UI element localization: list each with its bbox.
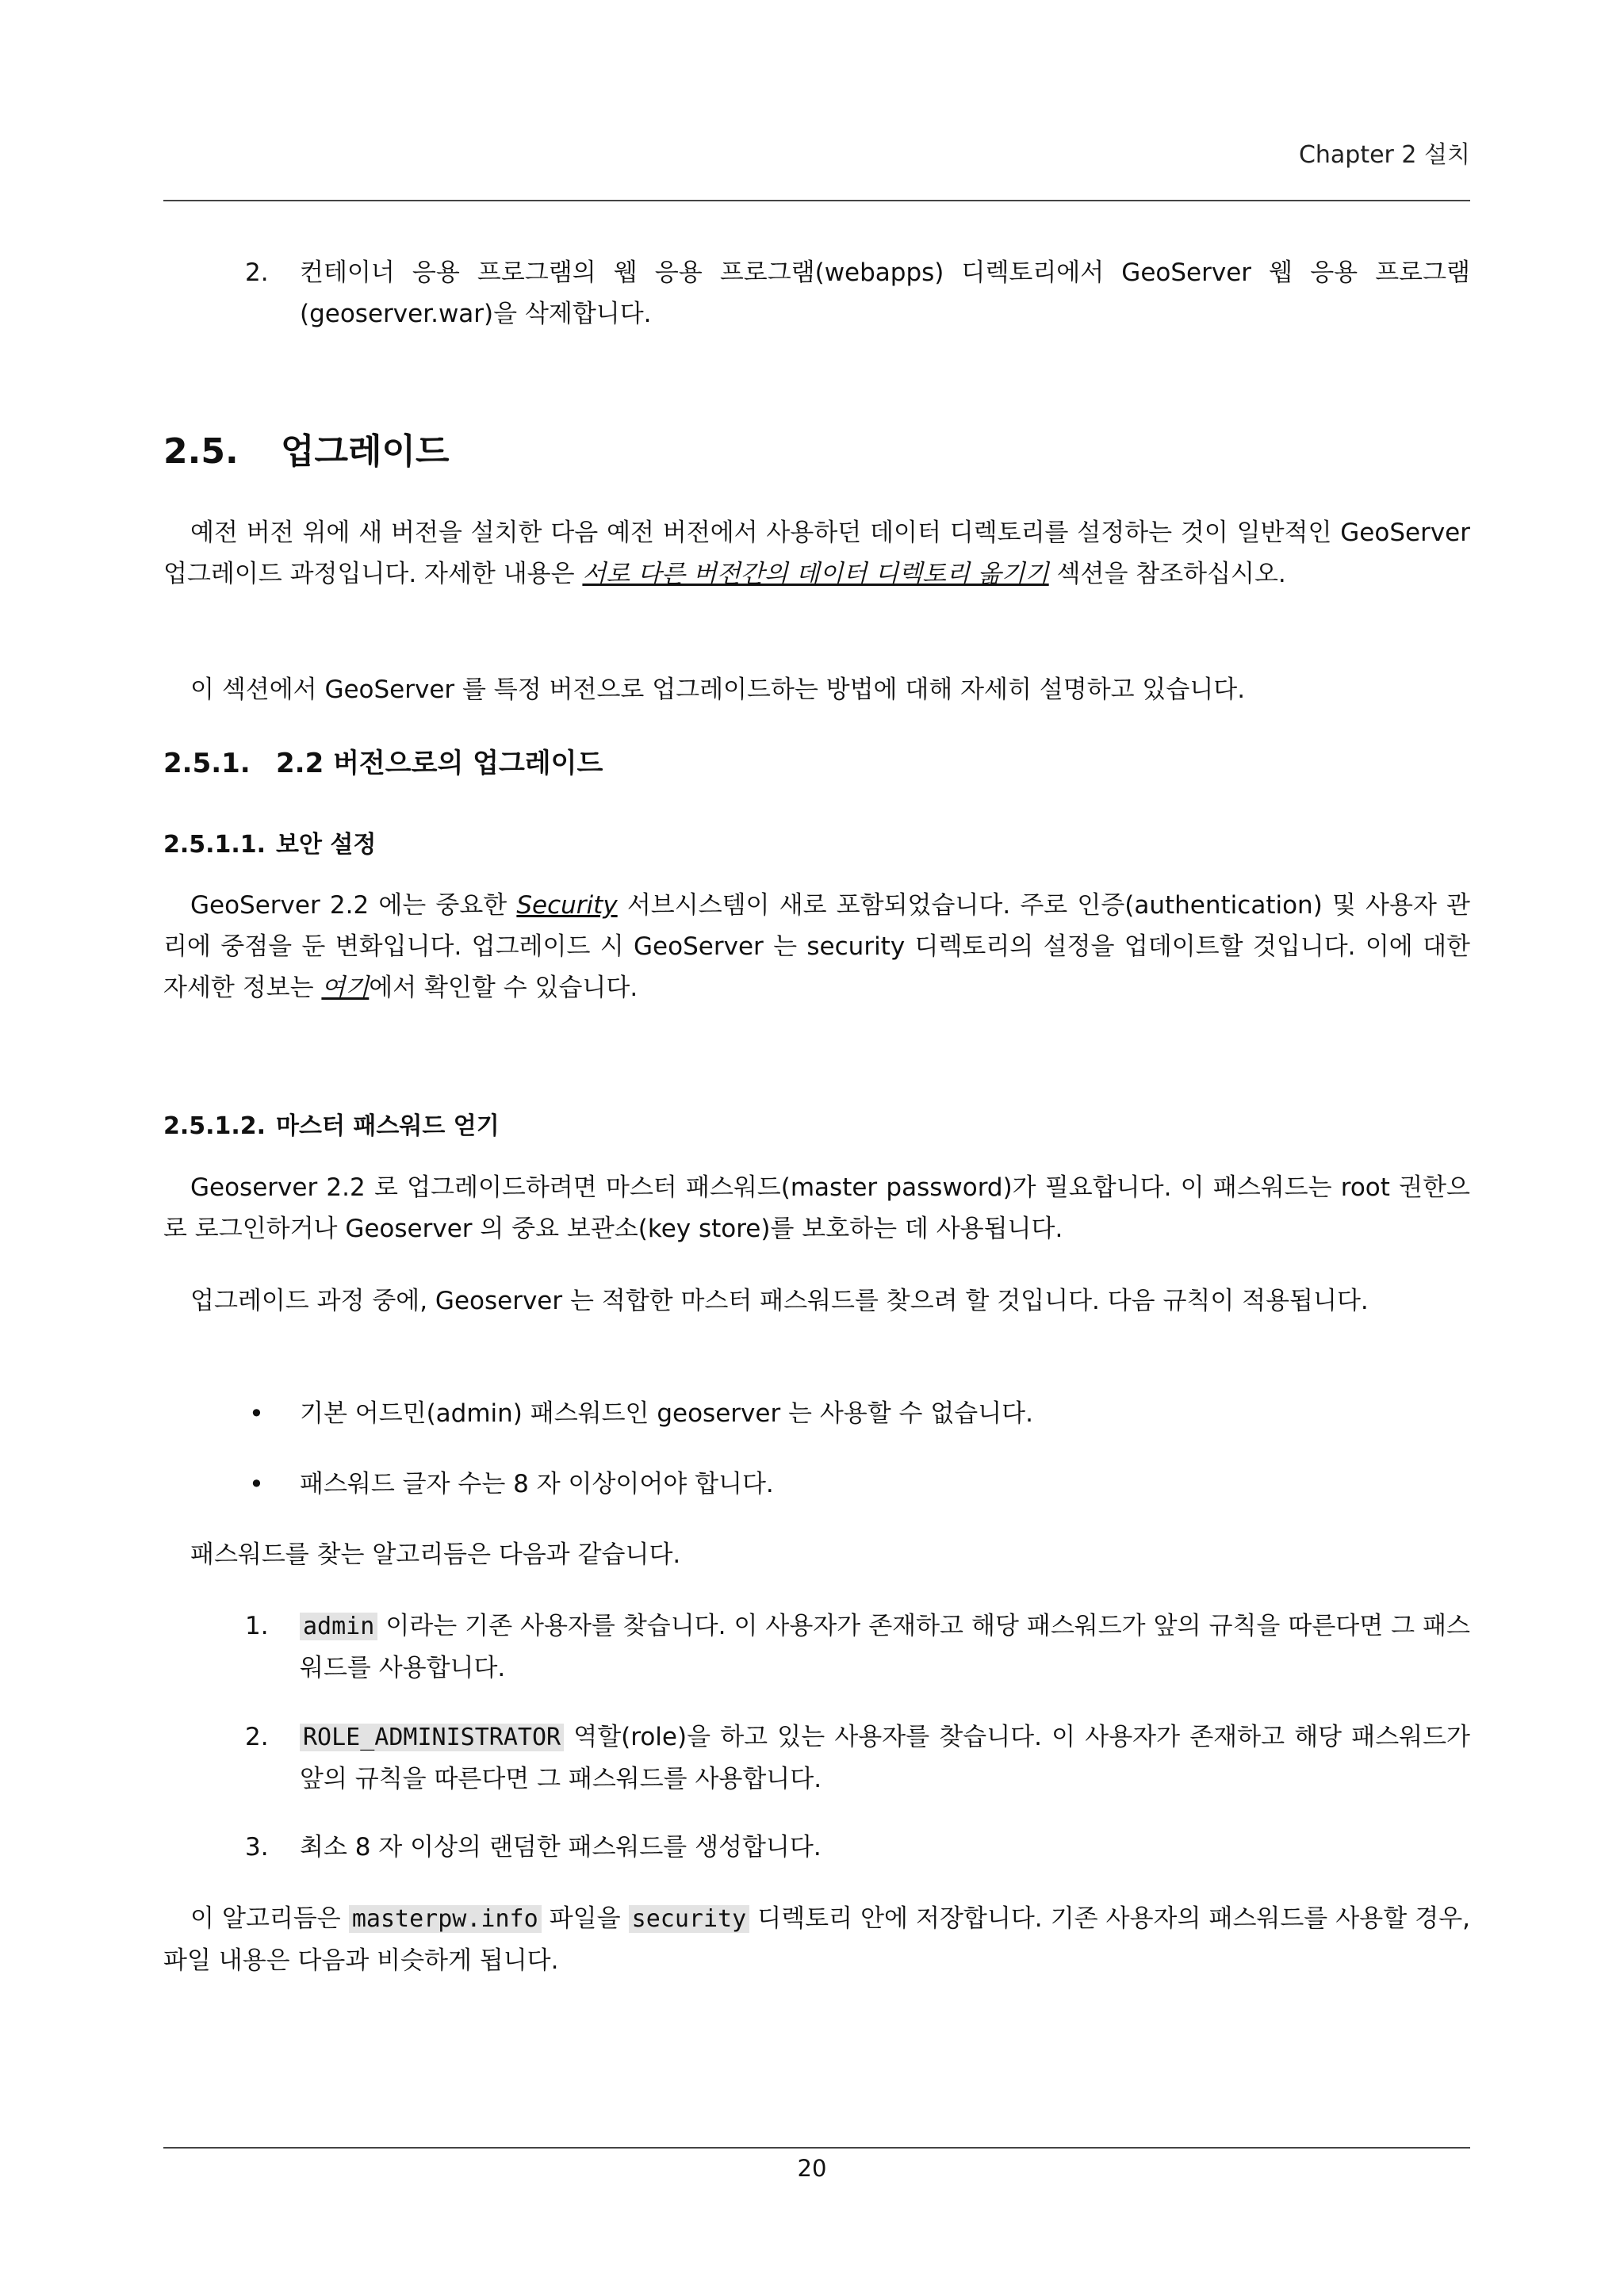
closing-paragraph bbox=[163, 1898, 1470, 1981]
list-marker: 1. bbox=[245, 1612, 269, 1640]
list-marker: 2. bbox=[245, 1723, 269, 1751]
paragraph-text: 파일을 bbox=[541, 1904, 629, 1933]
step-description: 역할(role)을 하고 있는 사용자를 찾습니다. 이 사용자가 존재하고 해당 패스워드가 앞의 규칙을 따른다면 그 패스워드를 사용합니다. bbox=[300, 1723, 1470, 1793]
paragraph-text: 서브시스템이 새로 포함되었습니다. 주로 인증(authentication) 및 사용자 관리에 중점을 둔 변화입니다. 업그레이드 시 GeoServer 는 security 디렉토리의 설정을 업데이트할 것입니다. 이에 대한 자세한 정보는 bbox=[163, 891, 1470, 1002]
algorithm-step bbox=[163, 1605, 1470, 1689]
paragraph-text: 패스워드를 찾는 알고리듬은 다음과 같습니다. bbox=[190, 1540, 681, 1569]
heading-number: 2.5.1.1. bbox=[163, 831, 266, 859]
footer-rule bbox=[163, 2147, 1470, 2149]
master-password-paragraph-2 bbox=[163, 1280, 1470, 1322]
heading-title: 마스터 패스워드 얻기 bbox=[276, 1112, 500, 1140]
header-rule bbox=[163, 200, 1470, 201]
paragraph-text: GeoServer 2.2 에는 중요한 bbox=[190, 891, 517, 920]
here-link[interactable]: 여기 bbox=[321, 974, 370, 1002]
step-description: 이라는 기존 사용자를 찾습니다. 이 사용자가 존재하고 해당 패스워드가 앞의 규칙을 따른다면 그 패스워드를 사용합니다. bbox=[300, 1612, 1470, 1682]
paragraph-text: 디렉토리 안에 저장합니다. 기존 사용자의 패스워드를 사용할 경우, 파일 내용은 다음과 비슷하게 됩니다. bbox=[163, 1904, 1470, 1975]
security-link[interactable]: Security bbox=[516, 891, 618, 920]
bullet-icon: • bbox=[249, 1399, 264, 1429]
master-password-heading bbox=[163, 1106, 500, 1141]
paragraph-text: 업그레이드 과정 중에, Geoserver 는 적합한 마스터 패스워드를 찾으려 할 것입니다. 다음 규칙이 적용됩니다. bbox=[190, 1287, 1369, 1315]
intro-text-end: 섹션을 참조하십시오. bbox=[1048, 560, 1286, 588]
algorithm-step bbox=[163, 1716, 1470, 1800]
data-directory-migration-link[interactable]: 서로 다른 버전간의 데이터 디렉토리 옮기기 bbox=[582, 560, 1049, 588]
heading-title: 보안 설정 bbox=[276, 831, 377, 859]
list-item bbox=[163, 252, 1470, 335]
rule-bullet-item bbox=[163, 1464, 1470, 1505]
rule-text: 패스워드 글자 수는 8 자 이상이어야 합니다. bbox=[300, 1470, 774, 1498]
step-text bbox=[300, 1716, 1470, 1800]
running-header: Chapter 2 설치 bbox=[1298, 141, 1470, 169]
paragraph-text: 에서 확인할 수 있습니다. bbox=[369, 974, 638, 1002]
subsection-title: 2.2 버전으로의 업그레이드 bbox=[276, 748, 603, 779]
code-role-administrator: ROLE_ADMINISTRATOR bbox=[300, 1724, 564, 1751]
section-intro bbox=[163, 512, 1470, 595]
algorithm-step bbox=[163, 1827, 1470, 1868]
security-settings-paragraph bbox=[163, 885, 1470, 1008]
summary-text: 이 섹션에서 GeoServer 를 특정 버전으로 업그레이드하는 방법에 대해 자세히 설명하고 있습니다. bbox=[190, 675, 1246, 704]
list-marker: 2. bbox=[245, 258, 269, 287]
rule-text: 기본 어드민(admin) 패스워드인 geoserver 는 사용할 수 없습니다. bbox=[300, 1399, 1033, 1428]
step-text bbox=[300, 1605, 1470, 1689]
subsection-number: 2.5.1. bbox=[163, 748, 251, 779]
master-password-paragraph-1 bbox=[163, 1167, 1470, 1249]
section-heading bbox=[163, 423, 450, 473]
section-number: 2.5. bbox=[163, 431, 239, 472]
code-masterpw-info: masterpw.info bbox=[349, 1905, 542, 1933]
section-title: 업그레이드 bbox=[281, 431, 450, 472]
heading-number: 2.5.1.2. bbox=[163, 1112, 266, 1140]
code-security: security bbox=[629, 1905, 750, 1933]
subsection-heading bbox=[163, 741, 603, 780]
page-number: 20 bbox=[797, 2155, 827, 2182]
code-admin: admin bbox=[300, 1613, 377, 1640]
section-summary bbox=[163, 669, 1470, 710]
list-item-text: 컨테이너 응용 프로그램의 웹 응용 프로그램(webapps) 디렉토리에서 GeoServer 웹 응용 프로그램(geoserver.war)을 삭제합니다. bbox=[300, 258, 1470, 328]
paragraph-text: 이 알고리듬은 bbox=[190, 1904, 349, 1933]
bullet-icon: • bbox=[249, 1469, 264, 1499]
paragraph-text: Geoserver 2.2 로 업그레이드하려면 마스터 패스워드(master password)가 필요합니다. 이 패스워드는 root 권한으로 로그인하거나 Geoserver 의 중요 보관소(key store)를 보호하는 데 사용됩니다. bbox=[163, 1173, 1470, 1243]
rule-bullet-item bbox=[163, 1393, 1470, 1434]
security-settings-heading bbox=[163, 825, 376, 859]
step-text: 최소 8 자 이상의 랜덤한 패스워드를 생성합니다. bbox=[300, 1833, 822, 1862]
list-marker: 3. bbox=[245, 1833, 269, 1862]
algorithm-intro bbox=[163, 1534, 1470, 1575]
intro-text: 예전 버전 위에 새 버전을 설치한 다음 예전 버전에서 사용하던 데이터 디렉토리를 설정하는 것이 일반적인 GeoServer 업그레이드 과정입니다. 자세한 내용은 bbox=[163, 519, 1470, 588]
